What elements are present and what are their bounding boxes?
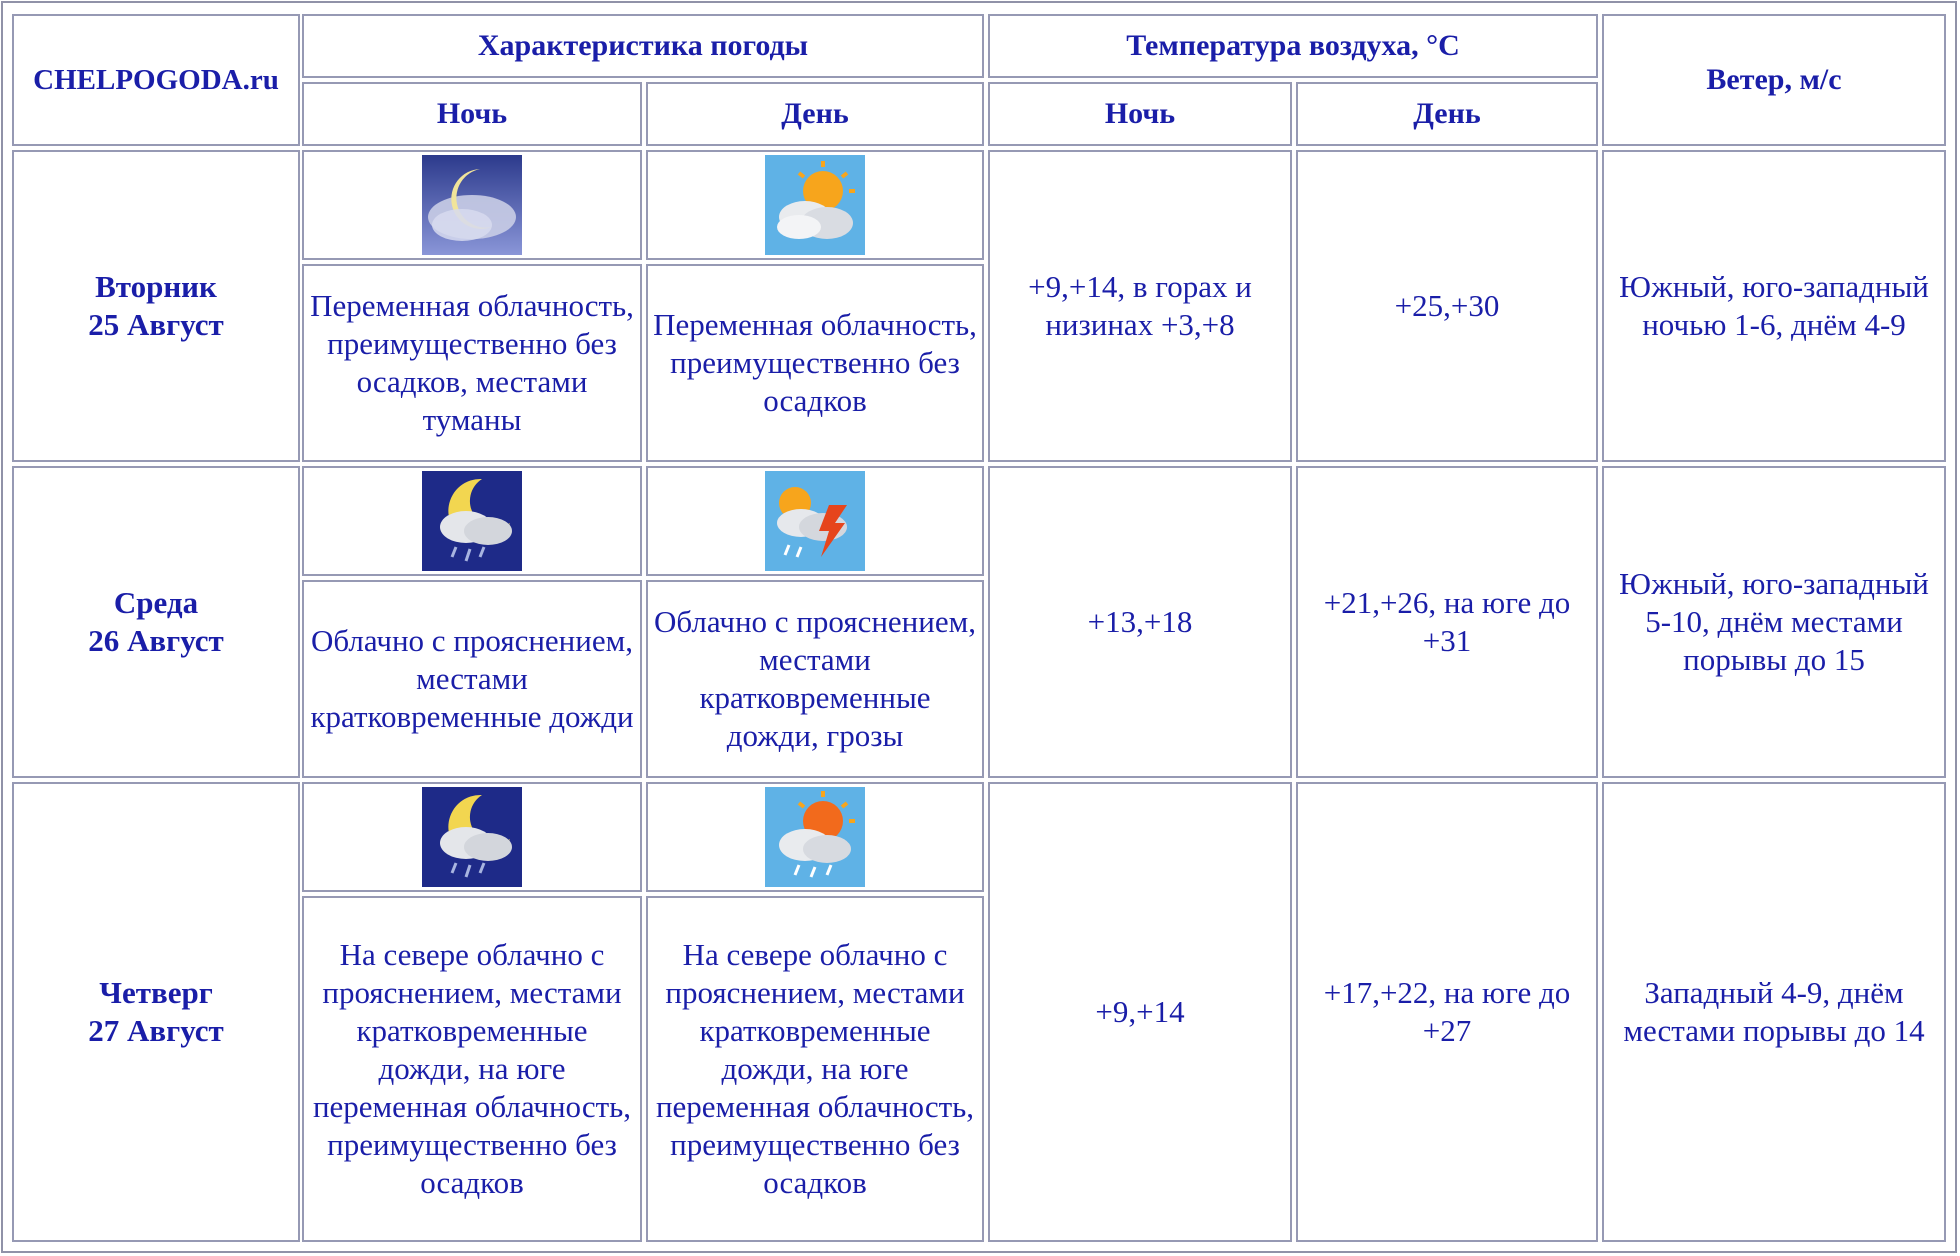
night-icon-cell (302, 782, 642, 892)
night-description-text: Переменная облачность, преимущественно без осадков, местами туманы (310, 288, 634, 437)
temp-night-value: +9,+14, в горах и низинах +3,+8 (1028, 269, 1252, 342)
temp-night-value: +13,+18 (1087, 604, 1193, 639)
wind-cell (1602, 782, 1946, 1242)
day-description (646, 580, 984, 778)
wind-header-label: Ветер, м/с (1706, 63, 1842, 96)
wind-cell (1602, 466, 1946, 778)
temp-day-header (1296, 82, 1598, 146)
sun-cloud-rain-icon (765, 787, 865, 887)
night-description (302, 896, 642, 1242)
temp-day-label: День (1413, 97, 1481, 130)
day-cell (12, 782, 300, 1242)
temp-day-cell (1296, 150, 1598, 462)
temp-night-label: Ночь (1104, 97, 1176, 130)
temp-group-header (988, 14, 1598, 78)
temp-night-cell (988, 466, 1292, 778)
temp-night-value: +9,+14 (1095, 994, 1185, 1029)
day-cell (12, 466, 300, 778)
day-description-text: Облачно с прояснением, местами кратковременные дожди, грозы (654, 604, 976, 753)
night-icon-cell (302, 466, 642, 576)
temp-group-label: Температура воздуха, °C (1126, 29, 1460, 62)
day-description (646, 896, 984, 1242)
weekday-label: Вторник (95, 269, 217, 304)
weather-group-header (302, 14, 984, 78)
wind-value: Западный 4-9, днём местами порывы до 14 (1623, 975, 1925, 1048)
day-icon-cell (646, 782, 984, 892)
wind-header (1602, 14, 1946, 146)
wind-value: Южный, юго-западный 5-10, днём местами порывы до 15 (1619, 566, 1929, 677)
wind-value: Южный, юго-западный ночью 1-6, днём 4-9 (1619, 269, 1929, 342)
weather-night-header (302, 82, 642, 146)
moon-cloud-rain-icon (422, 471, 522, 571)
day-cell (12, 150, 300, 462)
date-label: 26 Август (88, 623, 224, 658)
day-description-text: На севере облачно с прояснением, местами кратковременные дожди, на юге переменная облачность, преимущественно без осадков (655, 937, 975, 1200)
weekday-label: Среда (113, 585, 199, 620)
weather-day-header (646, 82, 984, 146)
temp-night-cell (988, 782, 1292, 1242)
wind-cell (1602, 150, 1946, 462)
night-description-text: На севере облачно с прояснением, местами кратковременные дожди, на юге переменная облачность, преимущественно без осадков (312, 937, 632, 1200)
weekday-label: Четверг (99, 975, 213, 1010)
weather-group-label: Характеристика погоды (477, 29, 809, 62)
moon-cloud-rain-icon (422, 787, 522, 887)
date-label: 25 Август (88, 307, 224, 342)
temp-day-cell (1296, 466, 1598, 778)
night-description-text: Облачно с прояснением, местами кратковременные дожди (310, 623, 634, 734)
brand-cell (12, 14, 300, 146)
brand-link[interactable]: CHELPOGODA.ru (33, 64, 279, 96)
day-icon-cell (646, 466, 984, 576)
temp-day-value: +25,+30 (1394, 288, 1500, 323)
day-description-text: Переменная облачность, преимущественно без осадков (653, 307, 977, 418)
temp-day-value: +21,+26, на юге до +31 (1323, 585, 1571, 658)
temp-night-header (988, 82, 1292, 146)
night-description (302, 580, 642, 778)
sun-clouds-icon (765, 155, 865, 255)
temp-day-cell (1296, 782, 1598, 1242)
temp-night-cell (988, 150, 1292, 462)
temp-day-value: +17,+22, на юге до +27 (1323, 975, 1571, 1048)
night-description (302, 264, 642, 462)
weather-day-label: День (781, 97, 849, 130)
sun-thunderstorm-icon (765, 471, 865, 571)
weather-night-label: Ночь (436, 97, 508, 130)
date-label: 27 Август (88, 1013, 224, 1048)
day-icon-cell (646, 150, 984, 260)
day-description (646, 264, 984, 462)
moon-clouds-icon (422, 155, 522, 255)
night-icon-cell (302, 150, 642, 260)
